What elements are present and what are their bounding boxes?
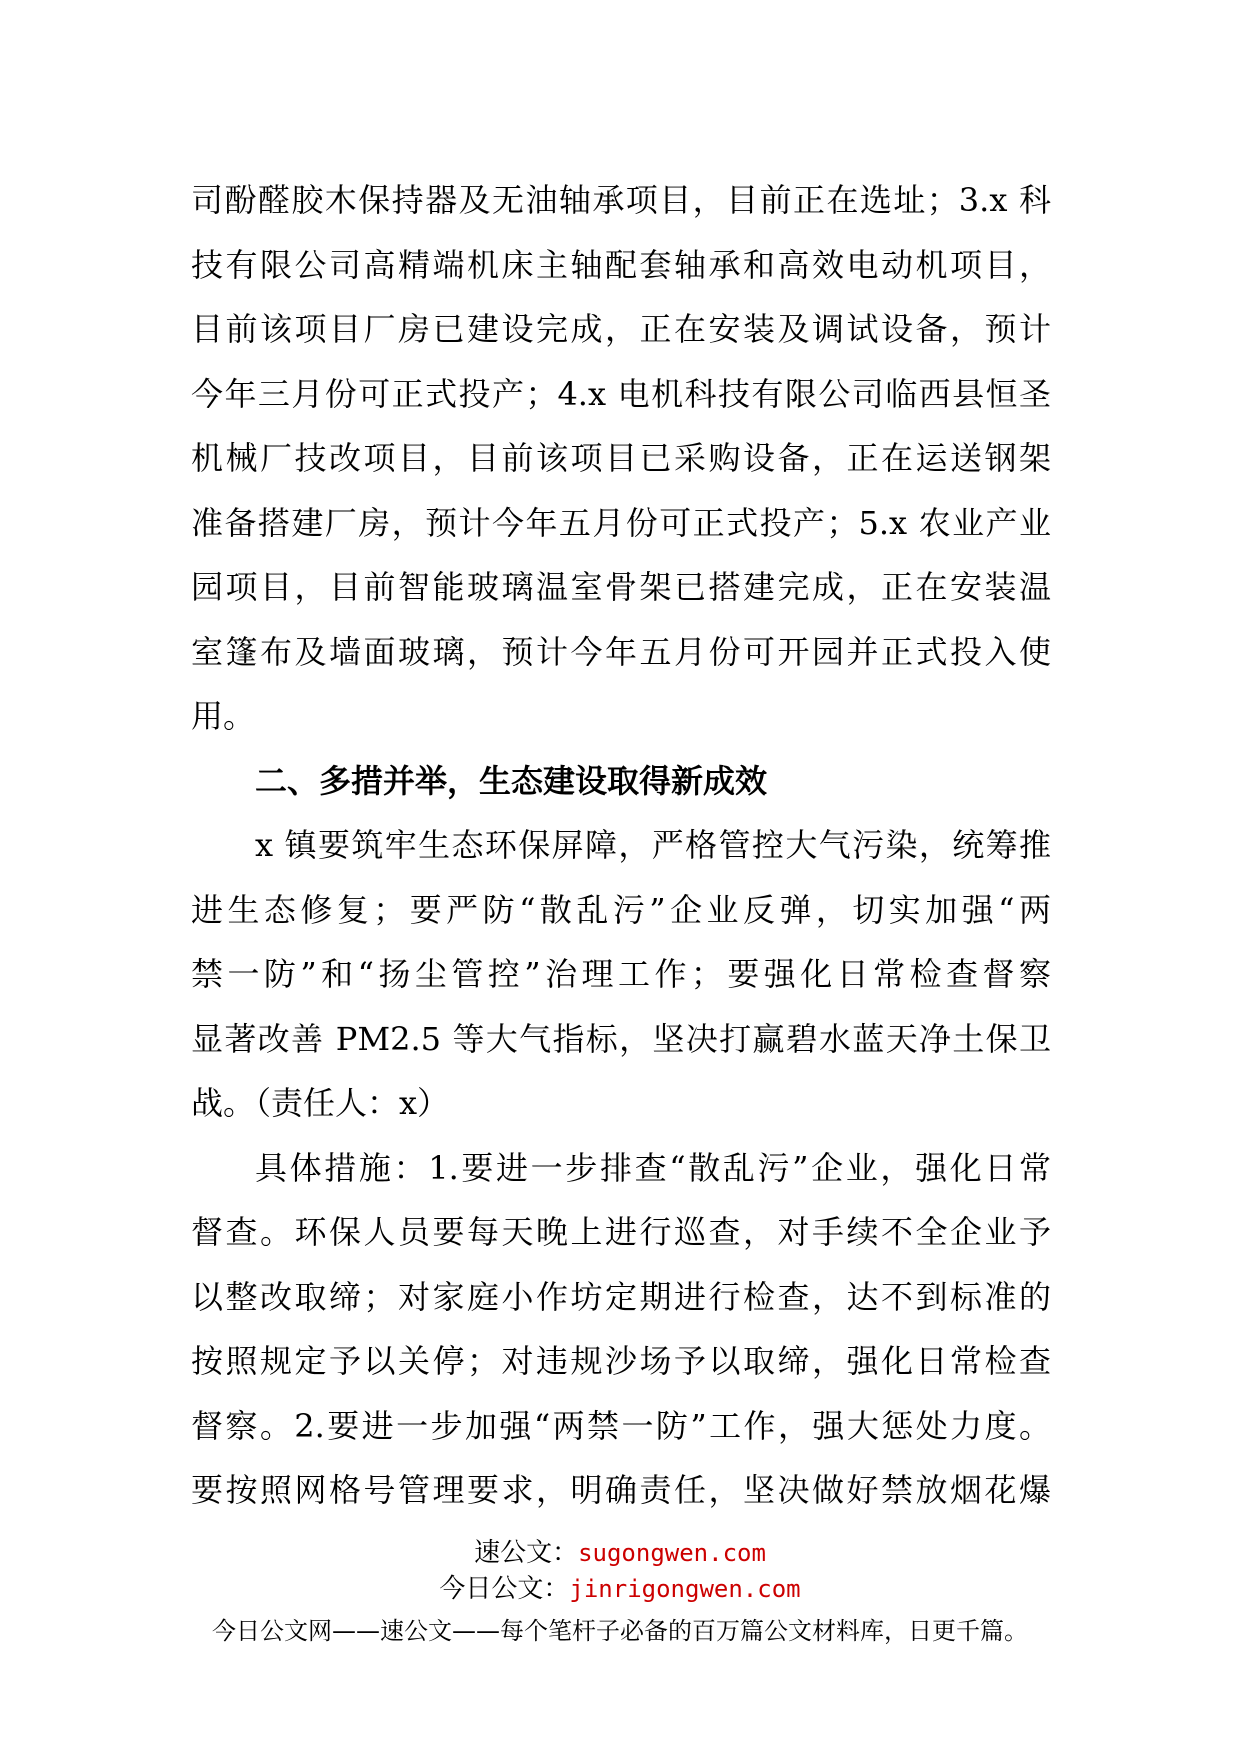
footer-site-link[interactable]: jinrigongwen.com	[569, 1575, 801, 1603]
paragraph-line: 室篷布及墙面玻璃，预计今年五月份可开园并正式投入使	[191, 632, 1051, 671]
paragraph-line: 司酚醛胶木保持器及无油轴承项目，目前正在选址；3.x 科	[191, 181, 1051, 219]
section-heading: 二、多措并举，生态建设取得新成效	[255, 761, 768, 800]
footer-line-sugongwen	[0, 1535, 1240, 1571]
footer-site-link[interactable]: sugongwen.com	[578, 1539, 766, 1567]
paragraph-line: 目前该项目厂房已建设完成，正在安装及调试设备，预计	[191, 310, 1051, 348]
paragraph-line: 显著改善 PM2.5 等大气指标，坚决打赢碧水蓝天净土保卫	[191, 1019, 1051, 1058]
paragraph-line: 准备搭建厂房，预计今年五月份可正式投产；5.x 农业产业	[191, 503, 1051, 542]
paragraph-line: 以整改取缔；对家庭小作坊定期进行检查，达不到标准的	[191, 1277, 1051, 1316]
paragraph-line: 按照规定予以关停；对违规沙场予以取缔，强化日常检查	[191, 1342, 1051, 1380]
paragraph-line: 进生态修复；要严防“散乱污”企业反弹，切实加强“两	[191, 890, 1051, 929]
footer-slogan: 今日公文网——速公文——每个笔杆子必备的百万篇公文材料库，日更千篇。	[212, 1617, 1028, 1645]
paragraph-line: 战。（责任人：x）	[191, 1084, 450, 1122]
paragraph-line: 督察。2.要进一步加强“两禁一防”工作，强大惩处力度。	[191, 1406, 1051, 1445]
paragraph-line: 园项目，目前智能玻璃温室骨架已搭建完成，正在安装温	[191, 568, 1051, 606]
document-body	[191, 168, 1051, 1523]
paragraph-specific-measures	[191, 1136, 1051, 1523]
paragraph-line: 督查。环保人员要每天晚上进行巡查，对手续不全企业予	[191, 1213, 1051, 1251]
paragraph-line: 机械厂技改项目，目前该项目已采购设备，正在运送钢架	[191, 439, 1051, 477]
paragraph-line: 今年三月份可正式投产；4.x 电机科技有限公司临西县恒圣	[191, 374, 1051, 413]
paragraph-line: 技有限公司高精端机床主轴配套轴承和高效电动机项目，	[191, 245, 1051, 284]
footer-label: 今日公文：	[439, 1574, 570, 1604]
paragraph-line: 用。	[191, 697, 256, 735]
footer-label: 速公文：	[474, 1538, 579, 1568]
footer-line-jinrigongwen	[0, 1571, 1240, 1607]
paragraph-ecology-goals	[191, 813, 1051, 1136]
paragraph-line: 要按照网格号管理要求，明确责任，坚决做好禁放烟花爆	[191, 1471, 1051, 1509]
paragraph-line: x 镇要筑牢生态环保屏障，严格管控大气污染，统筹推	[255, 826, 1051, 864]
page-footer	[0, 1535, 1240, 1649]
paragraph-project-list	[191, 168, 1051, 749]
paragraph-line: 具体措施：1.要进一步排查“散乱污”企业，强化日常	[255, 1148, 1051, 1187]
paragraph-line: 禁一防”和“扬尘管控”治理工作；要强化日常检查督察	[191, 955, 1051, 993]
